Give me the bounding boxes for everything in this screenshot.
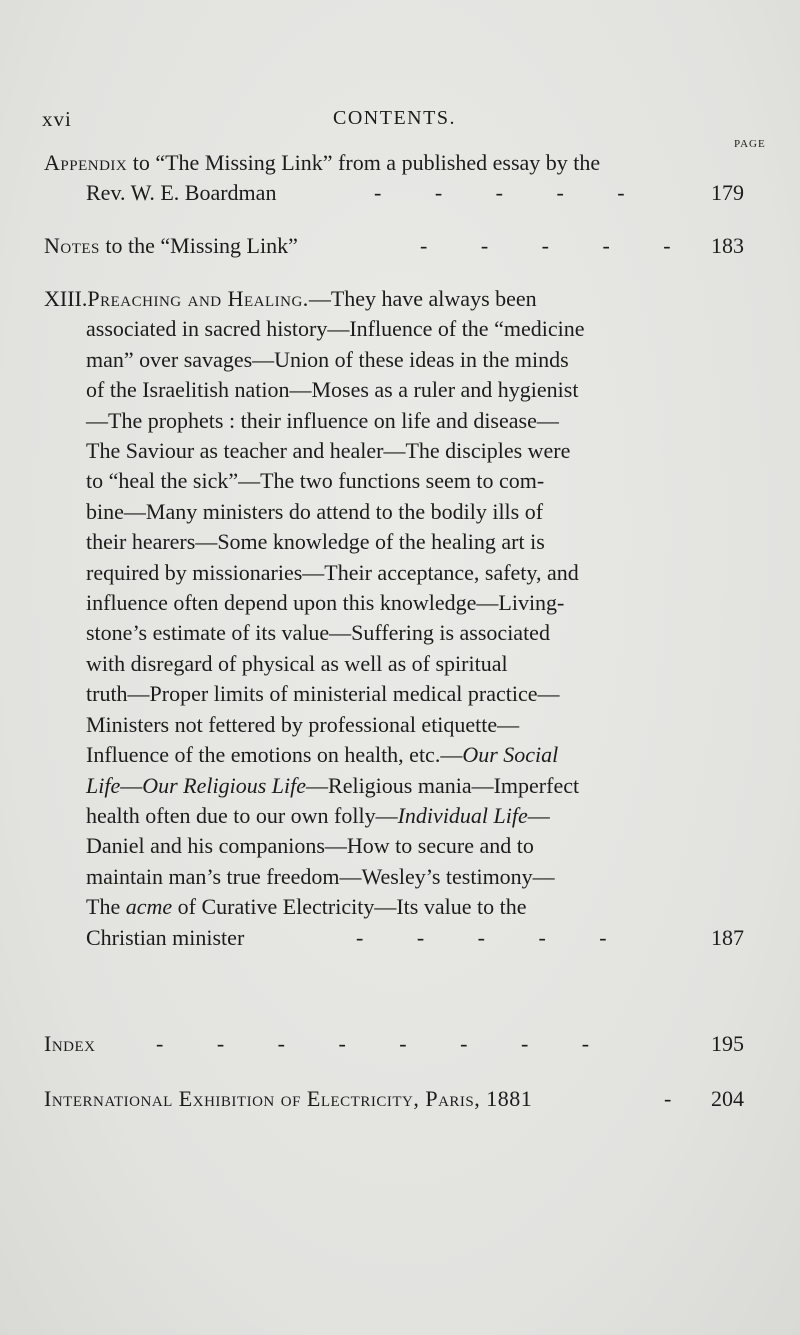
- chapter-number: XIII.: [44, 286, 88, 311]
- chapter-summary-italic: Individual Life: [397, 802, 528, 828]
- dot-leaders: - - - - -: [356, 924, 631, 950]
- chapter-summary-line: [86, 801, 744, 831]
- toc-page-number: 179: [711, 180, 744, 206]
- chapter-summary-line: with disregard of physical as well as of spiritual: [86, 650, 508, 676]
- toc-entry-lead: Notes: [44, 233, 100, 258]
- chapter-summary-text: of Curative Electricity—Its value to the: [172, 894, 527, 920]
- chapter-summary-line: bine—Many ministers do attend to the bodily ills of: [86, 498, 544, 524]
- chapter-summary: [44, 314, 744, 953]
- chapter-summary-line: to “heal the sick”—The two functions seem to com-: [86, 468, 545, 494]
- dot-leaders: - - - - -: [420, 233, 695, 258]
- page-column-label: PAGE: [734, 138, 766, 150]
- toc-entry-text: to “The Missing Link” from a published essay by the: [132, 150, 601, 175]
- toc-entry-line: [44, 231, 744, 261]
- toc-entry-notes: [44, 231, 744, 261]
- chapter-summary-line: required by missionaries—Their acceptance, safety, and: [86, 559, 579, 585]
- chapter-summary-text: —Religious mania—Imperfect: [306, 772, 580, 798]
- toc-entry-exhibition: [44, 1084, 744, 1114]
- toc-page-number: 187: [711, 924, 744, 950]
- chapter-summary-text: The: [86, 894, 126, 920]
- toc-entry-line: [44, 1084, 744, 1114]
- chapter-summary-line: Daniel and his companions—How to secure and to: [86, 833, 534, 859]
- chapter-summary-line: —The prophets : their influence on life and disease—: [86, 407, 559, 433]
- toc-page-number: 195: [711, 1031, 744, 1056]
- chapter-summary-text: —: [527, 802, 550, 828]
- toc-page-number: 204: [711, 1086, 744, 1111]
- chapter-summary-text: Influence of the emotions on health, etc.—: [86, 742, 463, 768]
- chapter-heading: Preaching and Healing.: [87, 286, 309, 311]
- toc-entry-line: [44, 1029, 744, 1059]
- toc-page-number: 183: [711, 233, 744, 258]
- chapter-summary-italic: acme: [125, 894, 173, 920]
- chapter-summary-text: Christian minister: [86, 924, 245, 950]
- dot-leaders: -: [664, 1086, 696, 1111]
- chapter-summary-line: [86, 740, 744, 770]
- chapter-summary-italic: Our Religious Life: [142, 772, 307, 798]
- page-folio: xvi: [42, 107, 72, 131]
- chapter-summary-line: man” over savages—Union of these ideas in the minds: [86, 346, 569, 372]
- chapter-summary-line: [86, 923, 744, 953]
- chapter-summary-line: of the Israelitish nation—Moses as a ruler and hygienist: [86, 377, 579, 403]
- chapter-summary-line: stone’s estimate of its value—Suffering is associated: [86, 620, 550, 646]
- running-head: [0, 95, 800, 131]
- chapter-summary-line: —They have always been: [308, 286, 537, 311]
- chapter-summary-line: The Saviour as teacher and healer—The disciples were: [86, 438, 571, 464]
- toc-entry-text: Rev. W. E. Boardman: [86, 180, 277, 206]
- toc-entry-appendix: [44, 148, 744, 209]
- toc-entry-text: to the “Missing Link”: [105, 233, 298, 258]
- toc-entry-index: [44, 1029, 744, 1059]
- toc-entry-lead: Index: [44, 1031, 96, 1056]
- chapter-summary-line: associated in sacred history—Influence of the “medicine: [86, 316, 585, 342]
- chapter-summary-line: maintain man’s true freedom—Wesley’s testimony—: [86, 863, 555, 889]
- chapter-summary-italic: Our Social: [462, 742, 559, 768]
- chapter-summary-line: [86, 771, 744, 801]
- dot-leaders: - - - - - - - -: [156, 1031, 614, 1056]
- chapter-summary-line: [86, 892, 744, 922]
- toc-entry-lead: International Exhibition of Electricity, Paris, 1881: [44, 1086, 533, 1111]
- chapter-summary-line: influence often depend upon this knowledge—Living-: [86, 590, 565, 616]
- dot-leaders: - - - - -: [374, 180, 649, 206]
- chapter-summary-text: —: [120, 772, 143, 798]
- chapter-summary-line: Ministers not fettered by professional etiquette—: [86, 711, 520, 737]
- toc-entry-line: [44, 284, 744, 314]
- toc-entry-line: [44, 148, 744, 178]
- running-head-title: CONTENTS.: [333, 107, 456, 129]
- chapter-summary-text: health often due to our own folly—: [86, 802, 398, 828]
- chapter-summary-line: truth—Proper limits of ministerial medical practice—: [86, 681, 560, 707]
- toc-entry-line: [44, 178, 744, 208]
- chapter-summary-line: their hearers—Some knowledge of the healing art is: [86, 529, 545, 555]
- toc-entry-lead: Appendix: [44, 150, 128, 175]
- toc-entry-chapter-xiii: [44, 284, 744, 953]
- chapter-summary-italic: Life: [86, 772, 121, 798]
